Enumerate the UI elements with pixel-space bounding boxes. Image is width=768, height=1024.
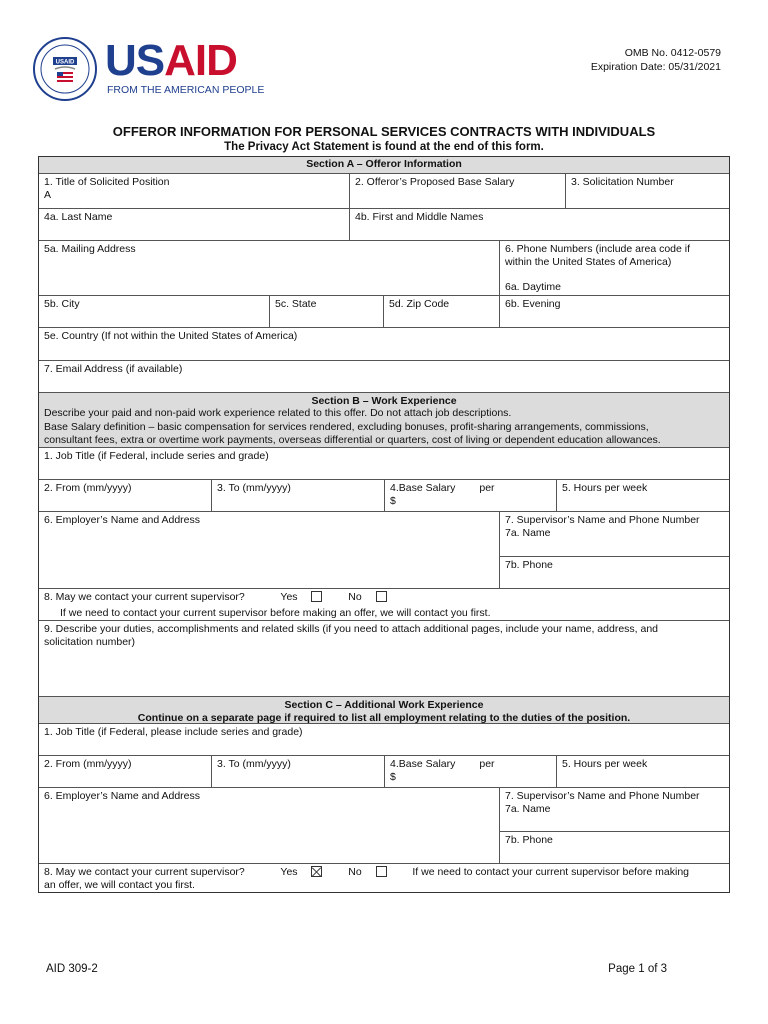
omb-info [591,46,721,74]
seal-inner-text: USAID [55,59,75,66]
per-label: per [479,482,495,494]
field-label: 8. May we contact your current supervisor? [44,591,245,603]
field-c-base-salary[interactable] [385,756,557,787]
field-label: 5c. State [275,298,317,310]
field-label: 7b. Phone [505,834,553,846]
field-b-contact-supervisor [39,589,729,621]
section-c-subtitle: Continue on a separate page if required to list all employment relating to the duties of the position. [137,712,631,724]
field-b-base-salary[interactable] [385,480,557,511]
field-b-supervisor-phone[interactable] [500,557,729,588]
field-label: 6. Employer’s Name and Address [44,514,201,526]
form-id: AID 309-2 [46,963,98,975]
field-label: solicitation number) [44,636,136,648]
page-number: Page 1 of 3 [608,963,667,975]
field-label: 2. From (mm/yyyy) [44,482,132,494]
field-label: 3. To (mm/yyyy) [217,758,291,770]
field-label: 7a. Name [505,527,551,539]
section-a-row-2 [39,209,729,241]
field-c-supervisor-phone[interactable] [500,832,729,863]
contact-note-cont: an offer, we will contact you first. [44,879,195,891]
field-b-hours-per-week[interactable] [557,480,729,511]
field-label: 8. May we contact your current supervisor? [44,866,245,878]
field-label: 6. Phone Numbers (include area code if [505,243,691,255]
section-c-row-3 [39,788,729,864]
b-yes-checkbox[interactable] [311,591,322,602]
expiration-date: Expiration Date: 05/31/2021 [590,61,721,73]
field-label: 5b. City [44,298,80,310]
section-a-row-4 [39,296,729,328]
section-b-header [39,393,729,448]
base-salary-definition-cont: consultant fees, extra or overtime work payments, overseas differential or quarters, cost of living or dependent education allowances. [44,434,661,446]
field-label: 9. Describe your duties, accomplishments and related skills (if you need to attach additional pages, include your name, address, and [44,623,659,635]
field-label: 6b. Evening [505,298,561,310]
section-b-title: Section B – Work Experience [311,395,457,407]
currency-label: $ [390,495,396,507]
field-phone-daytime[interactable] [500,241,729,295]
form-title: OFFEROR INFORMATION FOR PERSONAL SERVICES CONTRACTS WITH INDIVIDUALS [112,124,656,139]
field-b-duties[interactable] [39,621,729,697]
field-c-supervisor-name[interactable] [500,788,729,832]
field-proposed-base-salary[interactable] [350,174,566,208]
contact-note: If we need to contact your current supervisor before making [412,866,690,878]
base-salary-definition: Base Salary definition – basic compensation for services rendered, excluding bonuses, profit-sharing arrangements, commissions, [44,420,649,433]
yes-label: Yes [280,866,298,878]
field-label: 7. Supervisor’s Name and Phone Number [505,790,700,802]
field-first-middle-names[interactable] [350,209,729,240]
field-zip-code[interactable] [384,296,500,327]
field-label: 6. Employer’s Name and Address [44,790,201,802]
field-city[interactable] [39,296,270,327]
field-b-supervisor [500,512,729,588]
section-c-title: Section C – Additional Work Experience [284,699,484,711]
section-c-row-2 [39,756,729,788]
field-b-from[interactable] [39,480,212,511]
section-a-row-3 [39,241,729,296]
field-label: 6a. Daytime [505,281,562,293]
field-label: 1. Job Title (if Federal, include series and grade) [44,450,269,462]
field-label: 4.Base Salary [390,758,456,770]
field-b-job-title[interactable] [39,448,729,480]
section-b-row-3 [39,512,729,589]
section-b-row-2 [39,480,729,512]
privacy-note: The Privacy Act Statement is found at the end of this form. [224,141,544,153]
field-label: 3. To (mm/yyyy) [217,482,291,494]
field-b-employer[interactable] [39,512,500,588]
field-label: 5. Hours per week [562,758,648,770]
field-c-contact-supervisor [39,864,729,892]
field-label: 2. From (mm/yyyy) [44,758,132,770]
field-label: 5e. Country (If not within the United States of America) [44,330,298,342]
field-label: 5d. Zip Code [389,298,450,310]
omb-number: OMB No. 0412-0579 [624,47,721,59]
field-label: 4.Base Salary [390,482,456,494]
section-c-header [39,697,729,724]
field-c-supervisor [500,788,729,863]
usaid-logo [33,36,273,102]
field-b-supervisor-name[interactable] [500,512,729,557]
field-mailing-address[interactable] [39,241,500,295]
contact-note: If we need to contact your current supervisor before making an offer, we will contact you first. [60,607,491,619]
section-a-header [39,157,729,174]
field-label: 1. Job Title (if Federal, please include series and grade) [44,726,303,738]
field-label: 2. Offeror’s Proposed Base Salary [355,176,515,188]
field-c-from[interactable] [39,756,212,787]
field-label: 7. Email Address (if available) [44,363,183,375]
field-c-job-title[interactable] [39,724,729,756]
field-c-employer[interactable] [39,788,500,863]
field-c-to[interactable] [212,756,385,787]
field-label: 7b. Phone [505,559,553,571]
no-label: No [348,591,362,603]
field-last-name[interactable] [39,209,350,240]
field-phone-evening[interactable] [500,296,729,327]
c-yes-checkbox[interactable] [311,866,322,877]
field-solicitation-number[interactable] [566,174,729,208]
no-label: No [348,866,362,878]
field-label: 4b. First and Middle Names [355,211,484,223]
usaid-wordmark: USAID [105,36,237,85]
field-country[interactable] [39,328,729,361]
offeror-form [38,156,730,893]
field-label: 5a. Mailing Address [44,243,136,255]
field-title-solicited-position[interactable] [39,174,350,208]
field-label: 7a. Name [505,803,551,815]
field-label: 5. Hours per week [562,482,648,494]
section-a-title: Section A – Offeror Information [306,158,462,170]
field-state[interactable] [270,296,384,327]
field-value: A [44,189,52,201]
b-no-checkbox[interactable] [376,591,387,602]
logo-tagline: FROM THE AMERICAN PEOPLE [107,84,265,96]
section-a-row-1 [39,174,729,209]
field-label: within the United States of America) [505,256,672,268]
field-label: 4a. Last Name [44,211,113,223]
yes-label: Yes [280,591,298,603]
field-c-hours-per-week[interactable] [557,756,729,787]
field-label: 7. Supervisor’s Name and Phone Number [505,514,700,526]
field-label: 1. Title of Solicited Position [44,176,170,188]
section-b-description: Describe your paid and non-paid work experience related to this offer. Do not attach job descriptions. [44,407,512,419]
field-b-to[interactable] [212,480,385,511]
per-label: per [479,758,495,770]
c-no-checkbox[interactable] [376,866,387,877]
field-label: 3. Solicitation Number [571,176,674,188]
currency-label: $ [390,771,396,783]
field-email-address[interactable] [39,361,729,393]
